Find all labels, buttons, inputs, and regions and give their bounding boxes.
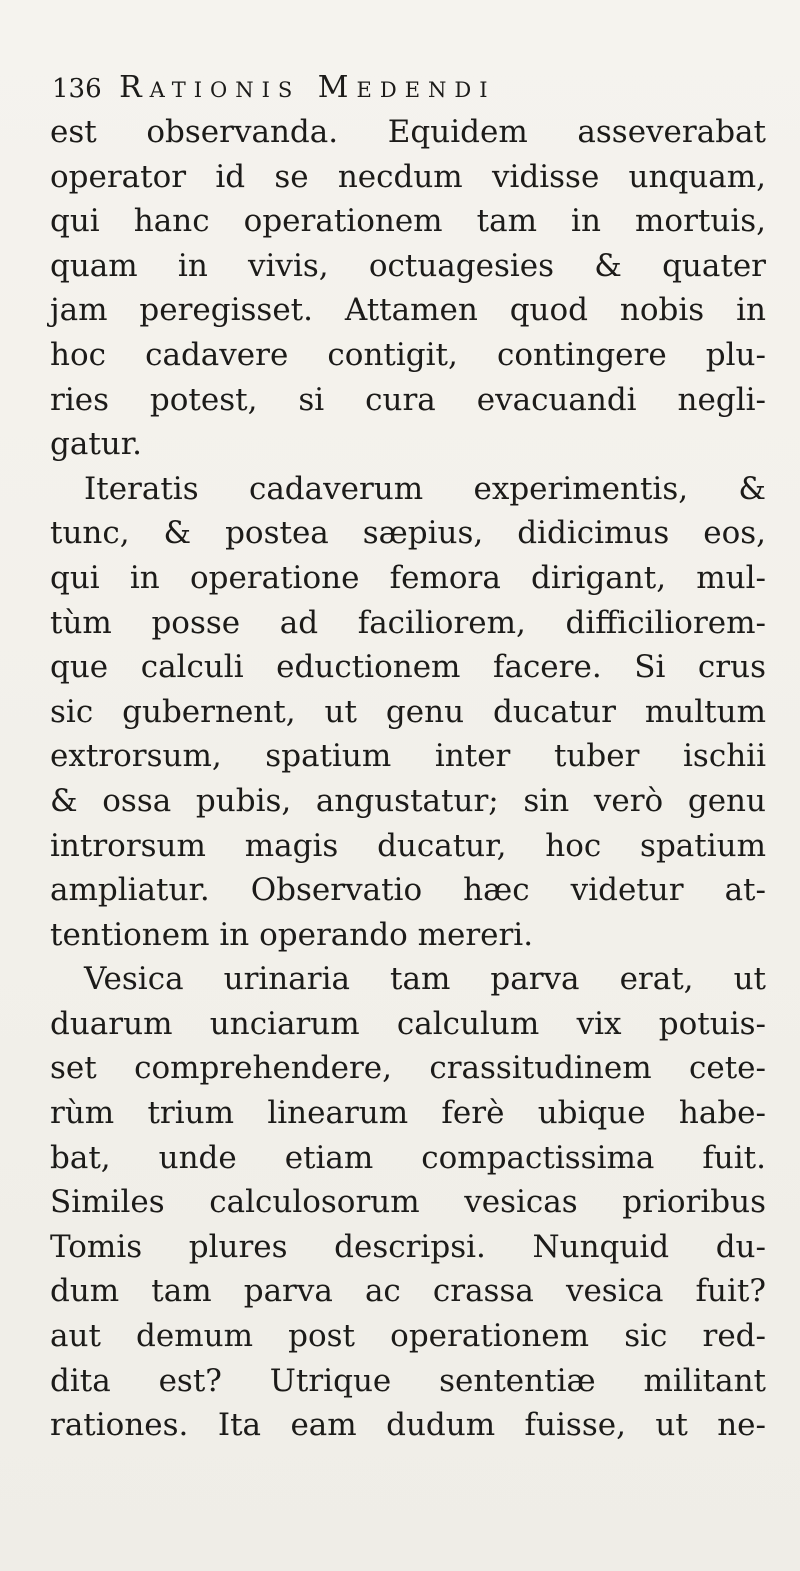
page-number: 136	[52, 74, 102, 104]
running-title: Rationis Medendi	[119, 70, 496, 105]
running-header	[52, 66, 742, 106]
text-line: duarum unciarum calculum vix potuis-	[50, 1005, 766, 1042]
text-line: tentionem in operando mereri.	[50, 916, 534, 953]
text-line: Vesica urinaria tam parva erat, ut	[84, 961, 766, 998]
text-line: tùm posse ad faciliorem, difficiliorem-	[50, 604, 766, 641]
text-line: Tomis plures descripsi. Nunquid du-	[50, 1228, 766, 1265]
text-line: jam peregisset. Attamen quod nobis in	[50, 292, 766, 329]
text-line: bat, unde etiam compactissima fuit.	[50, 1139, 766, 1176]
text-line: est observanda. Equidem asseverabat	[50, 114, 766, 150]
body-text	[50, 110, 766, 1448]
text-line: qui in operatione femora dirigant, mul-	[50, 559, 766, 596]
text-line: quam in vivis, octuagesies & quater	[50, 247, 766, 284]
text-line: dita est? Utrique sententiæ militant	[50, 1362, 766, 1399]
text-line: que calculi eductionem facere. Si crus	[50, 649, 766, 686]
text-line: & ossa pubis, angustatur; sin verò genu	[50, 782, 766, 819]
text-line: Similes calculosorum vesicas prioribus	[50, 1184, 766, 1221]
text-line: extrorsum, spatium inter tuber ischii	[50, 738, 766, 775]
text-line: sic gubernent, ut genu ducatur multum	[50, 693, 766, 730]
text-line: dum tam parva ac crassa vesica fuit?	[50, 1273, 766, 1310]
text-line: Iteratis cadaverum experimentis, &	[84, 470, 766, 507]
text-line: rùm trium linearum ferè ubique habe-	[50, 1095, 766, 1132]
text-line: tunc, & postea sæpius, didicimus eos,	[50, 515, 766, 552]
text-line: qui hanc operationem tam in mortuis,	[50, 203, 766, 240]
text-line: hoc cadavere contigit, contingere plu-	[50, 336, 766, 373]
text-line: aut demum post operationem sic red-	[50, 1318, 766, 1355]
text-line: operator id se necdum vidisse unquam,	[50, 158, 766, 195]
text-line: set comprehendere, crassitudinem cete-	[50, 1050, 766, 1087]
text-line: rationes. Ita eam dudum fuisse, ut ne-	[50, 1407, 766, 1444]
text-line: introrsum magis ducatur, hoc spatium	[50, 827, 766, 864]
text-line: gatur.	[50, 426, 143, 463]
text-line: ries potest, si cura evacuandi negli-	[50, 381, 766, 418]
text-line: ampliatur. Observatio hæc videtur at-	[50, 872, 766, 909]
